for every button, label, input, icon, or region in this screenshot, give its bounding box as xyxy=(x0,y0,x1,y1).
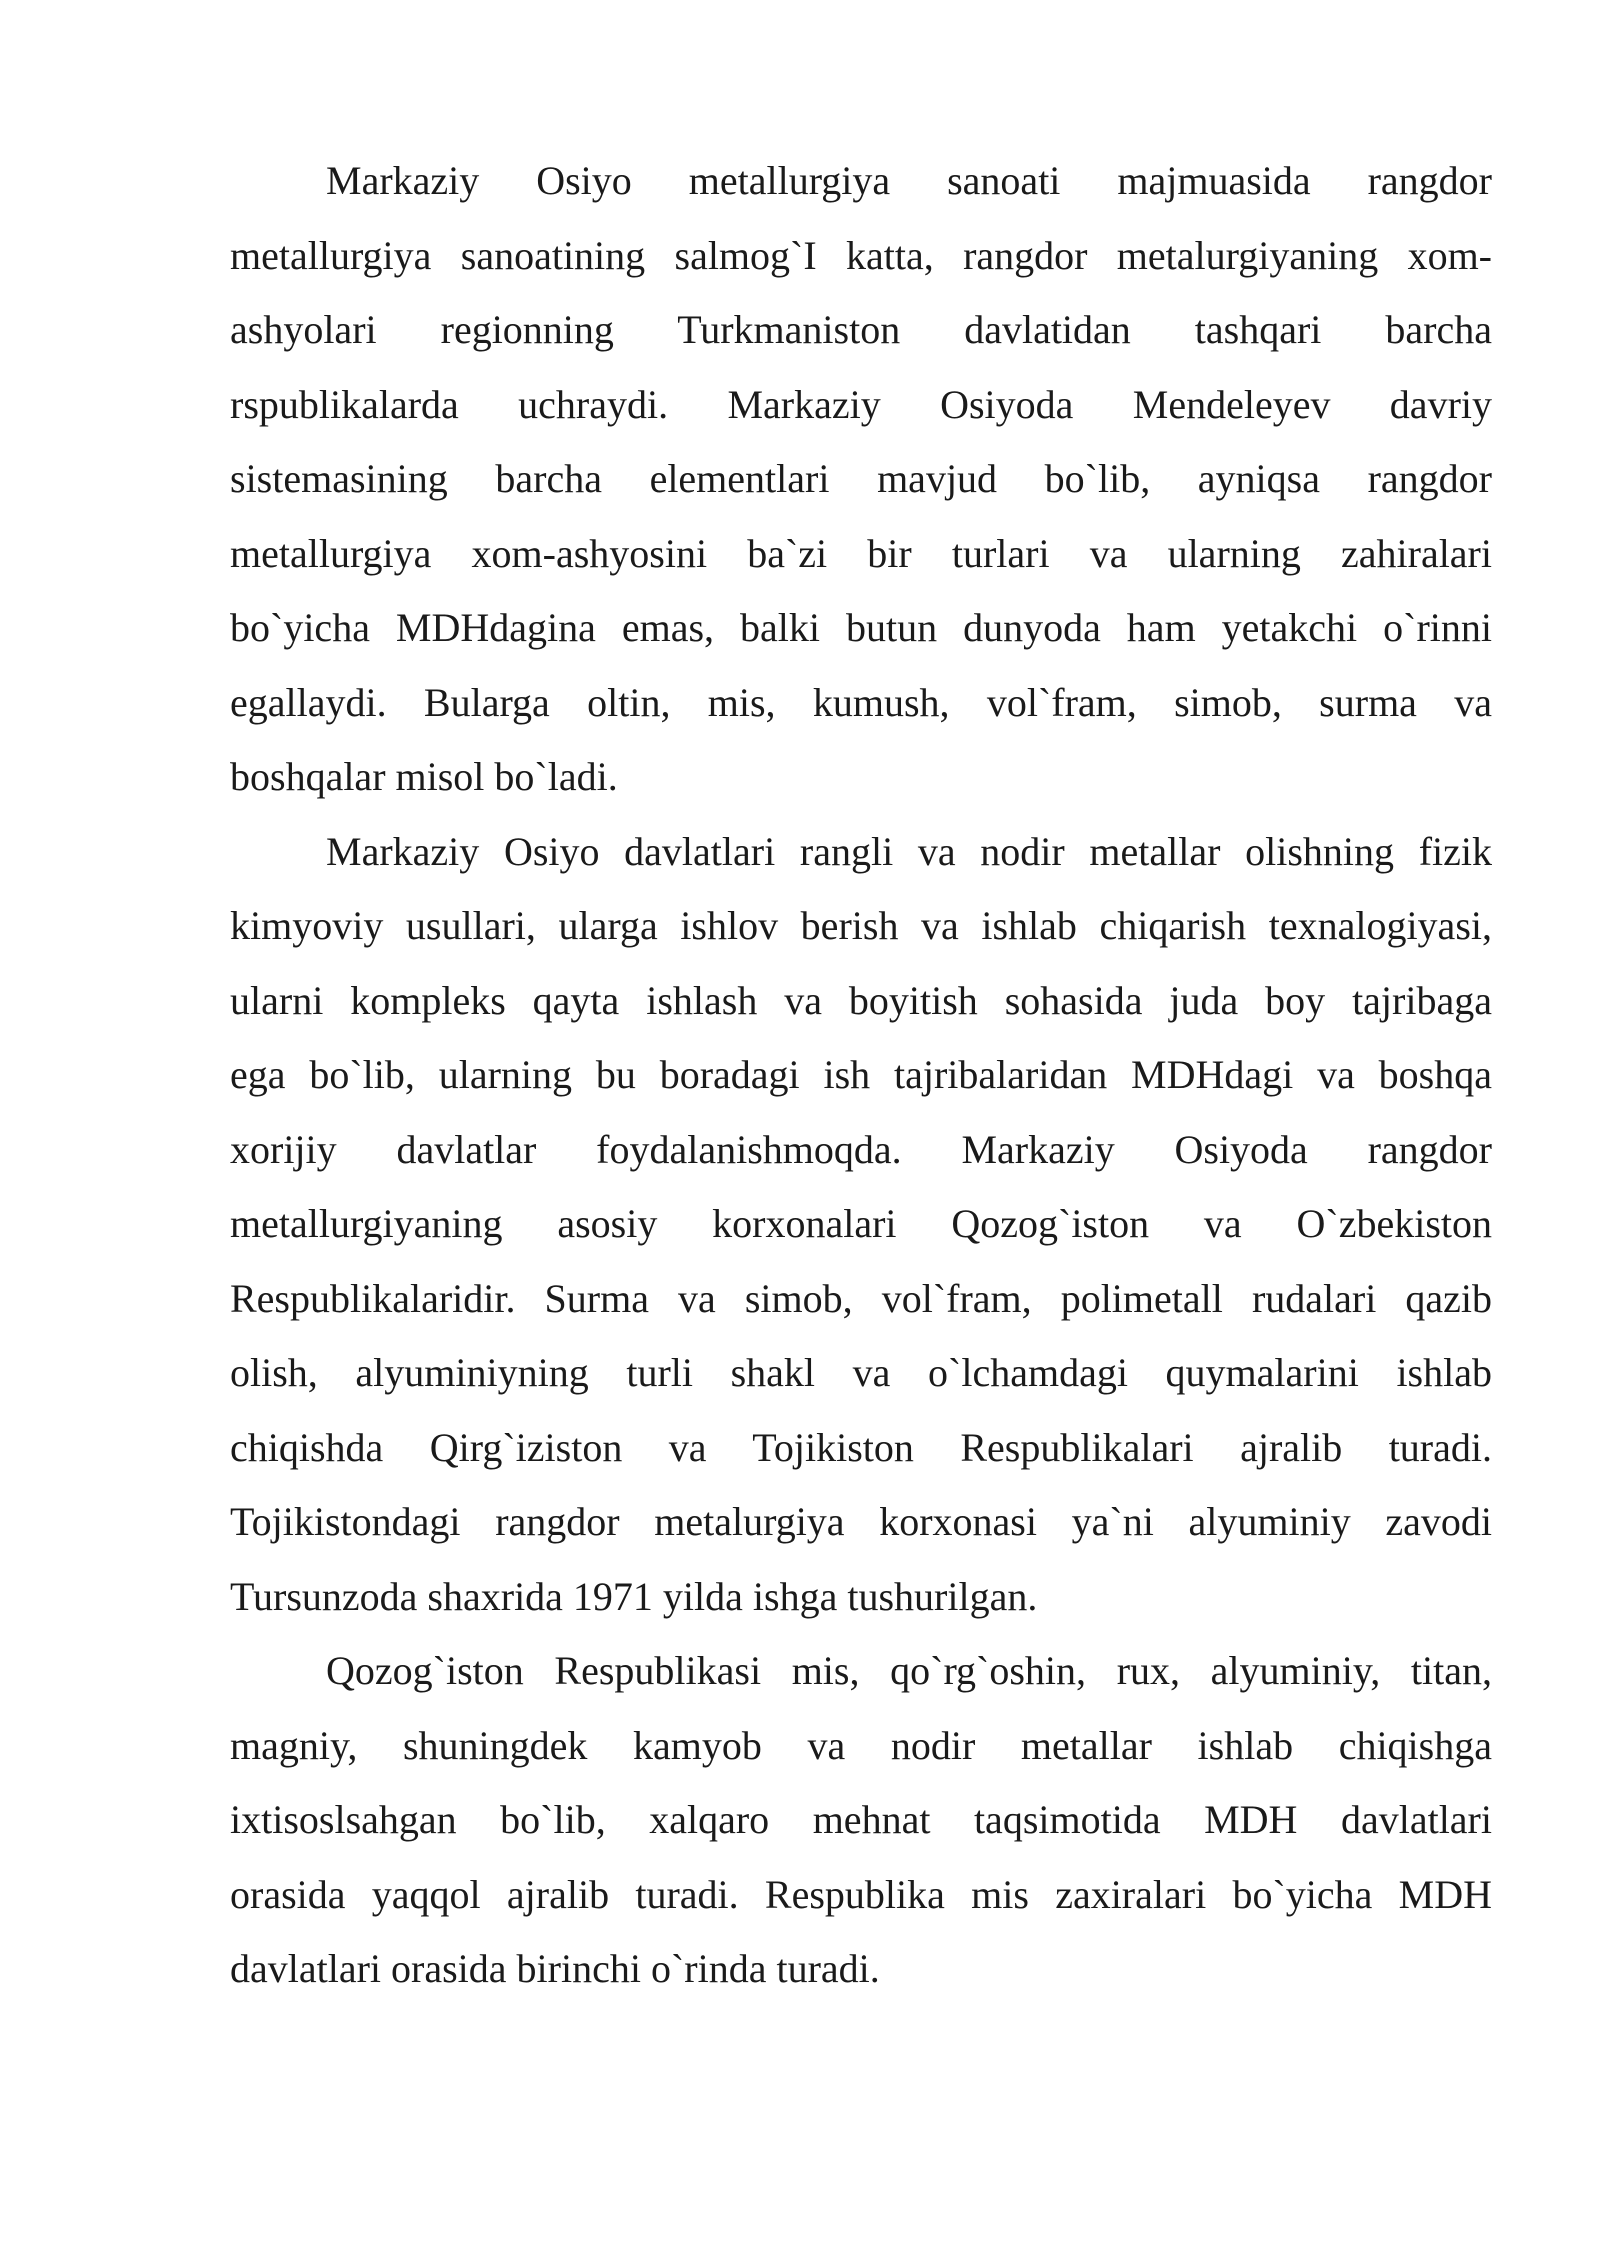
paragraph-line: magniy, shuningdek kamyob va nodir metallar ishlab chiqishga xyxy=(230,1722,1492,1768)
paragraph-line: bo`yicha MDHdagina emas, balki butun dunyoda ham yetakchi o`rinni xyxy=(230,605,1492,650)
paragraph-line: olish, alyuminiyning turli shakl va o`lchamdagi quymalarini ishlab xyxy=(230,1350,1492,1395)
body-text xyxy=(230,144,1492,2007)
paragraph-3 xyxy=(230,1634,1492,2007)
paragraph-line: orasida yaqqol ajralib turadi. Respublika mis zaxiralari bo`yicha MDH xyxy=(230,1871,1492,1917)
paragraph-line: ashyolari regionning Turkmaniston davlatidan tashqari barcha xyxy=(230,307,1492,352)
paragraph-line: sistemasining barcha elementlari mavjud bo`lib, ayniqsa rangdor xyxy=(230,456,1492,501)
paragraph-line: ega bo`lib, ularning bu boradagi ish tajribalaridan MDHdagi va boshqa xyxy=(230,1052,1492,1097)
paragraph-line: ixtisoslsahgan bo`lib, xalqaro mehnat taqsimotida MDH davlatlari xyxy=(230,1797,1492,1842)
paragraph-line: kimyoviy usullari, ularga ishlov berish va ishlab chiqarish texnalogiyasi, xyxy=(230,903,1492,948)
paragraph-line: Markaziy Osiyo davlatlari rangli va nodir metallar olishning fizik xyxy=(326,828,1492,874)
paragraph-line: Respublikalaridir. Surma va simob, vol`fram, polimetall rudalari qazib xyxy=(230,1275,1492,1321)
paragraph-line: egallaydi. Bularga oltin, mis, kumush, vol`fram, simob, surma va xyxy=(230,679,1492,725)
paragraph-line: Tojikistondagi rangdor metalurgiya korxonasi ya`ni alyuminiy zavodi xyxy=(230,1499,1492,1544)
paragraph-line: Qozog`iston Respublikasi mis, qo`rg`oshin, rux, alyuminiy, titan, xyxy=(326,1648,1492,1693)
paragraph-line: rspublikalarda uchraydi. Markaziy Osiyoda Mendeleyev davriy xyxy=(230,381,1492,427)
paragraph-1 xyxy=(230,144,1492,815)
paragraph-line: xorijiy davlatlar foydalanishmoqda. Markaziy Osiyoda rangdor xyxy=(230,1126,1492,1172)
paragraph-2 xyxy=(230,815,1492,1635)
paragraph-line: chiqishda Qirg`iziston va Tojikiston Respublikalari ajralib turadi. xyxy=(230,1424,1492,1470)
paragraph-line: Tursunzoda shaxrida 1971 yilda ishga tushurilgan. xyxy=(230,1573,1038,1619)
paragraph-line: davlatlari orasida birinchi o`rinda turadi. xyxy=(230,1946,880,1991)
paragraph-line: metallurgiya xom-ashyosini ba`zi bir turlari va ularning zahiralari xyxy=(230,530,1492,576)
paragraph-line: Markaziy Osiyo metallurgiya sanoati majmuasida rangdor xyxy=(326,158,1492,203)
paragraph-line: metallurgiya sanoatining salmog`I katta, rangdor metalurgiyaning xom- xyxy=(230,232,1492,278)
paragraph-line: boshqalar misol bo`ladi. xyxy=(230,754,618,799)
paragraph-line: metallurgiyaning asosiy korxonalari Qozog`iston va O`zbekiston xyxy=(230,1201,1492,1246)
paragraph-line: ularni kompleks qayta ishlash va boyitish sohasida juda boy tajribaga xyxy=(230,977,1492,1023)
